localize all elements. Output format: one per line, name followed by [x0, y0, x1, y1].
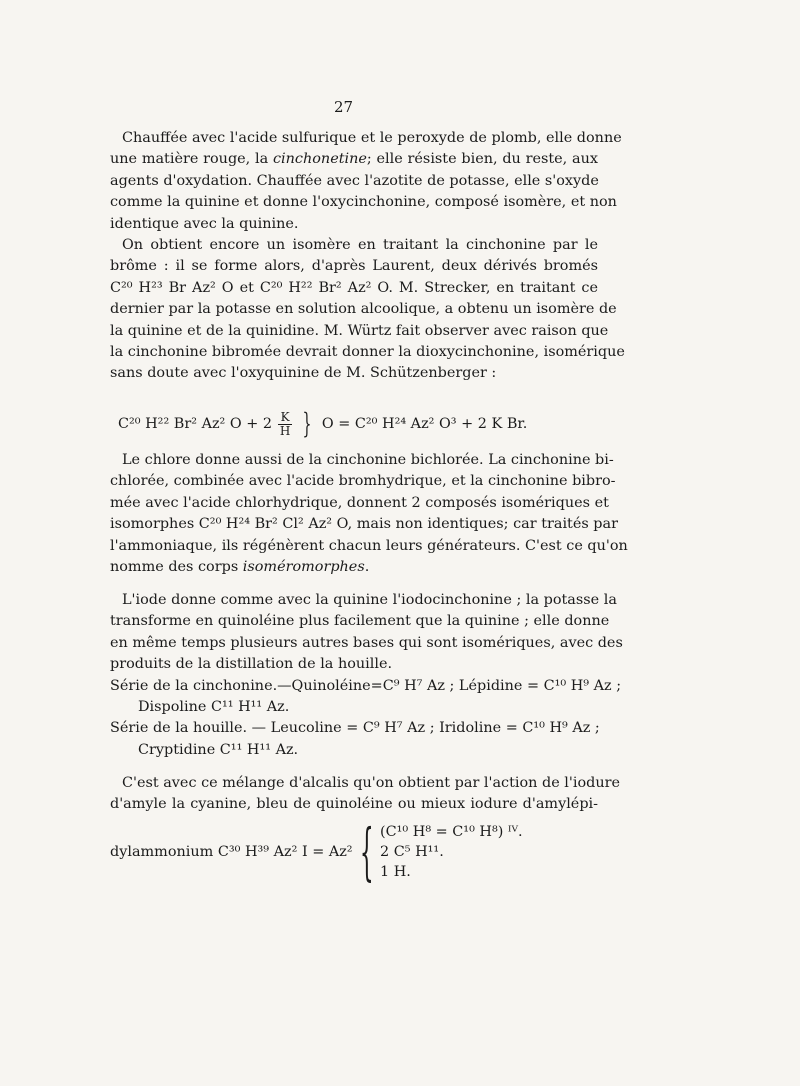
- formula-line: 2 C⁵ H¹¹.: [380, 844, 444, 860]
- series-cinchonine-cont: Dispoline C¹¹ H¹¹ Az.: [138, 698, 290, 715]
- text-line: comme la quinine et donne l'oxycinchonine, composé isomère, et non: [110, 194, 617, 211]
- text-line: la quinine et de la quinidine. M. Würtz fait observer avec raison que: [110, 322, 609, 339]
- italic-term: cinchonetine: [273, 151, 367, 168]
- equation-right: O = C²⁰ H²⁴ Az² O³ + 2 K Br.: [321, 416, 528, 432]
- text-line: mée avec l'acide chlorhydrique, donnent 2 composés isomériques et: [110, 494, 609, 511]
- series-houille-cont: Cryptidine C¹¹ H¹¹ Az.: [138, 741, 299, 758]
- page-number: 27: [334, 98, 354, 116]
- equation-left: C²⁰ H²² Br² Az² O + 2: [118, 416, 273, 432]
- text-line: Chauffée avec l'acide sulfurique et le peroxyde de plomb, elle donne: [122, 130, 622, 146]
- text-line: d'amyle la cyanine, bleu de quinoléine ou mieux iodure d'amylépi-: [110, 796, 598, 813]
- text-line: agents d'oxydation. Chauffée avec l'azotite de potasse, elle s'oxyde: [110, 172, 599, 189]
- text-line: sans doute avec l'oxyquinine de M. Schützenberger :: [110, 365, 497, 382]
- text-line: une matière rouge, la cinchonetine; elle résiste bien, du reste, aux: [110, 151, 598, 168]
- paragraph-3: [110, 450, 628, 578]
- paragraph-2: [110, 235, 625, 385]
- paragraph-4: [110, 590, 623, 761]
- formula-line: 1 H.: [380, 864, 411, 880]
- italic-term: isoméromorphes: [242, 558, 365, 575]
- text-line: L'iode donne comme avec la quinine l'iodocinchonine ; la potasse la: [122, 592, 617, 608]
- fraction-bottom: H: [279, 423, 291, 438]
- final-formula-left: dylammonium C³⁰ H³⁹ Az² I = Az²: [110, 844, 353, 860]
- final-formula: [110, 815, 610, 888]
- equation: [118, 407, 558, 440]
- text-line: brôme : il se forme alors, d'après Laurent, deux dérivés bromés: [110, 258, 598, 275]
- text-line: dernier par la potasse en solution alcoolique, a obtenu un isomère de: [110, 301, 617, 318]
- paragraph-1: [110, 128, 622, 235]
- text-line: transforme en quinoléine plus facilement que la quinine ; elle donne: [110, 613, 610, 630]
- brace-icon: {: [359, 815, 374, 888]
- text-line: l'ammoniaque, ils régénèrent chacun leurs générateurs. C'est ce qu'on: [110, 537, 628, 554]
- final-formula-stack: [380, 822, 523, 882]
- series-cinchonine: Série de la cinchonine.—Quinoléine=C⁹ H⁷ Az ; Lépidine = C¹⁰ H⁹ Az ;: [110, 677, 622, 694]
- formula-line: (C¹⁰ H⁸ = C¹⁰ H⁸) ᴵⱽ.: [380, 824, 523, 840]
- text-line: On obtient encore un isomère en traitant la cinchonine par le: [122, 236, 598, 253]
- text-line: C²⁰ H²³ Br Az² O et C²⁰ H²² Br² Az² O. M. Strecker, en traitant ce: [110, 279, 598, 296]
- text-line: isomorphes C²⁰ H²⁴ Br² Cl² Az² O, mais non identiques; car traités par: [110, 516, 618, 533]
- text-line: en même temps plusieurs autres bases qui sont isomériques, avec des: [110, 634, 623, 651]
- text-line: nomme des corps isoméromorphes.: [110, 558, 370, 575]
- text-line: Le chlore donne aussi de la cinchonine bichlorée. La cinchonine bi-: [122, 452, 614, 468]
- equation-fraction: [278, 411, 292, 438]
- series-houille: Série de la houille. — Leucoline = C⁹ H⁷ Az ; Iridoline = C¹⁰ H⁹ Az ;: [110, 720, 600, 737]
- text-line: chlorée, combinée avec l'acide bromhydrique, et la cinchonine bibro-: [110, 473, 616, 490]
- fraction-top: K: [280, 409, 290, 424]
- text-line: C'est avec ce mélange d'alcalis qu'on obtient par l'action de l'iodure: [122, 775, 620, 791]
- page-body: [110, 128, 625, 385]
- text-line: identique avec la quinine.: [110, 215, 299, 232]
- text-line: produits de la distillation de la houille.: [110, 656, 393, 673]
- text-line: la cinchonine bibromée devrait donner la dioxycinchonine, isomérique: [110, 343, 625, 360]
- paragraph-5: [110, 773, 620, 816]
- brace-icon: }: [302, 407, 312, 440]
